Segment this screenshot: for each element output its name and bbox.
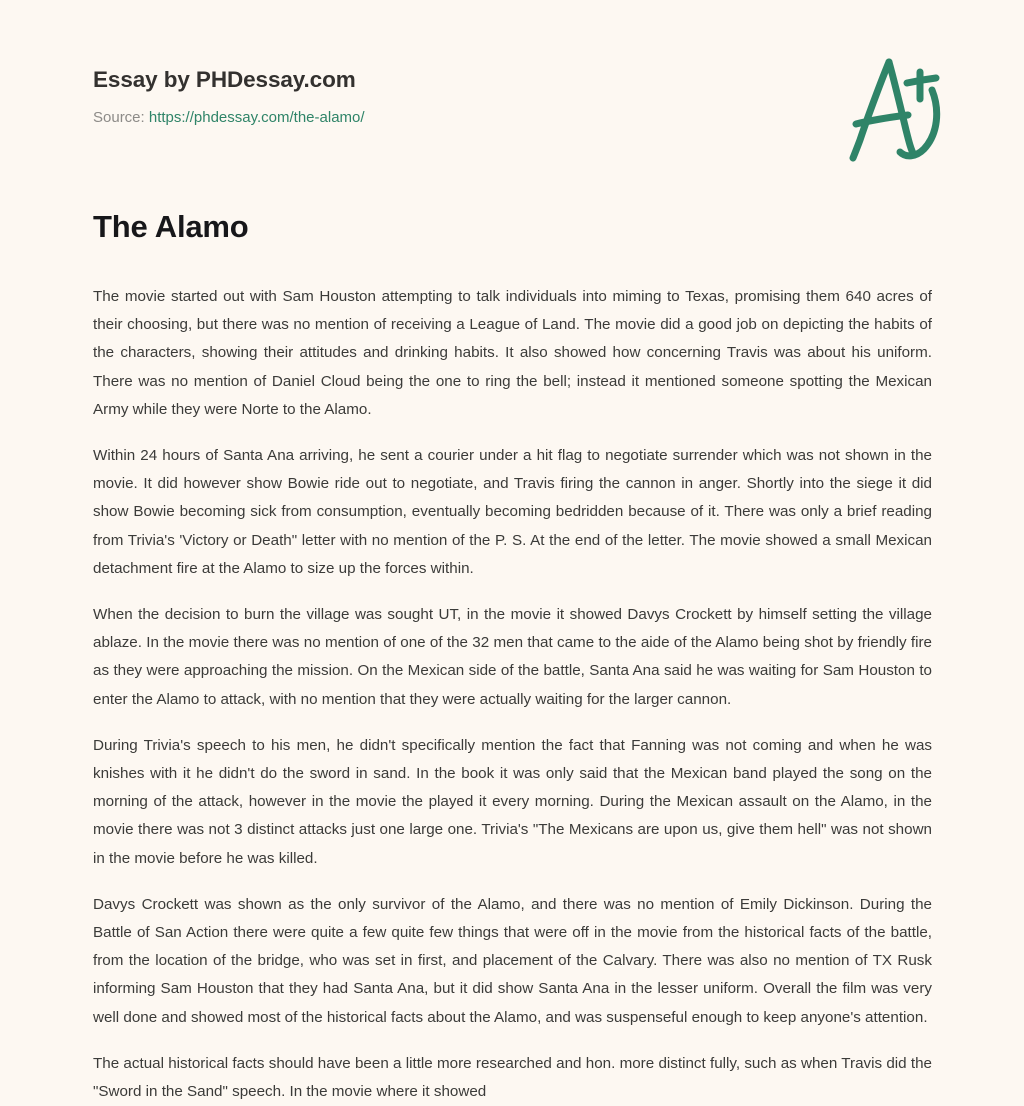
source-label: Source: [93,109,145,126]
essay-paragraph: When the decision to burn the village was sought UT, in the movie it showed Davys Crockett by himself setting the village ablaze. In the movie there was no mention of one of the 32 men that came to the aide of the Alamo being shot by friendly fire as they were approaching the mission. On the Mexican side of the battle, Santa Ana said he was waiting for Sam Houston to enter the Alamo to attack, with no mention that they were actually waiting for the larger cannon. [93,606,932,708]
a-plus-logo-icon [842,54,946,166]
essay-paragraph: During Trivia's speech to his men, he didn't specifically mention the fact that Fanning was not coming and when he was knishes with it he didn't do the sword in sand. In the book it was only said that the Mexican band played the song on the morning of the attack, however in the movie the played it every morning. During the Mexican assault on the Alamo, in the movie there was not 3 distinct attacks just one large one. Trivia's "The Mexicans are upon us, give them hell" was not shown in the movie before he was killed. [93,736,932,867]
essay-paragraph: The movie started out with Sam Houston attempting to talk individuals into miming to Texas, promising them 640 acres of their choosing, but there was no mention of receiving a League of Land. The movie did a good job on depicting the habits of the characters, showing their attitudes and drinking habits. It also showed how concerning Travis was about his uniform. There was no mention of Daniel Cloud being the one to ring the bell; instead it mentioned someone spotting the Mexican Army while they were Norte to the Alamo. [93,288,932,418]
brand-title: Essay by PHDessay.com [93,67,356,92]
essay-paragraph: Within 24 hours of Santa Ana arriving, he sent a courier under a hit flag to negotiate surrender which was not shown in the movie. It did however show Bowie ride out to negotiate, and Travis firing the cannon in anger. Shortly into the siege it did show Bowie becoming sick from consumption, eventually becoming bedridden because of it. There was only a brief reading from Trivia's 'Victory or Death" letter with no mention of the P. S. At the end of the letter. The movie showed a small Mexican detachment fire at the Alamo to size up the forces within. [93,447,932,577]
page-header [93,66,944,128]
source-line [93,108,944,128]
source-url-link[interactable]: https://phdessay.com/the-alamo/ [148,109,365,126]
essay-body [93,283,932,1106]
essay-paragraph: The actual historical facts should have been a little more researched and hon. more distinct fully, such as when Travis did the "Sword in the Sand" speech. In the movie where it showed [93,1054,932,1101]
page-title: The Alamo [93,209,249,244]
essay-paragraph: Davys Crockett was shown as the only survivor of the Alamo, and there was no mention of Emily Dickinson. During the Battle of San Action there were quite a few quite few things that were off in the movie from the historical facts of the battle, from the location of the bridge, who was set in first, and placement of the Calvary. There was also no mention of TX Rusk informing Sam Houston that they had Santa Ana, but it did show Santa Ana in the lesser uniform. Overall the film was very well done and showed most of the historical facts about the Alamo, and was suspenseful enough to keep anyone's attention. [93,895,932,1026]
